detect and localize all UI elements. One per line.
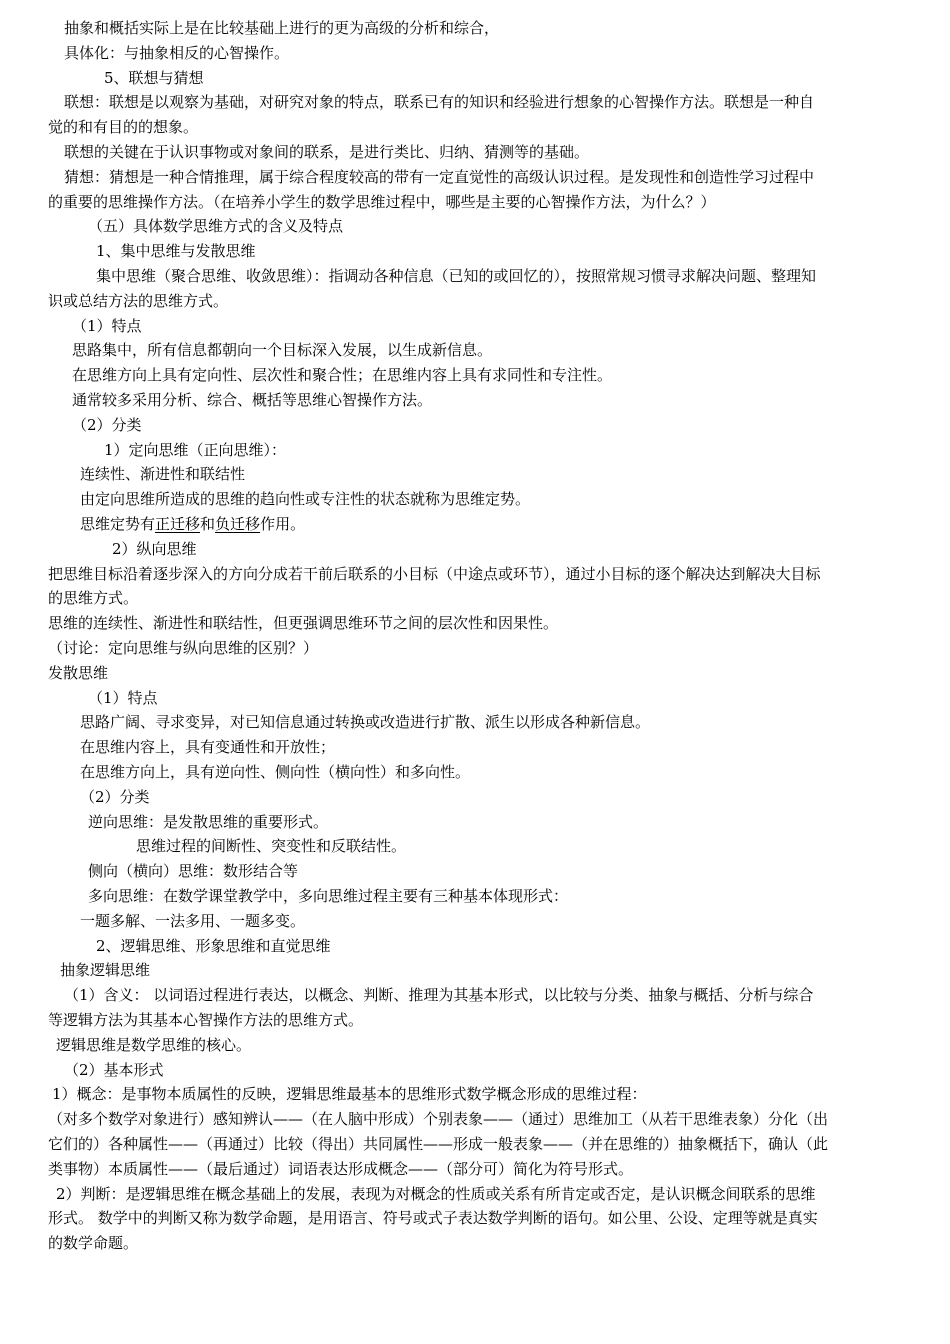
text-line: 由定向思维所造成的思维的趋向性或专注性的状态就称为思维定势。 (80, 490, 531, 509)
sub-heading: （2）分类 (72, 415, 142, 434)
text-line: 猜想：猜想是一种合情推理，属于综合程度较高的带有一定直觉性的高级认识过程。是发现性和创造性学习过程中 (64, 167, 815, 186)
text-line: 在思维方向上，具有逆向性、侧向性（横向性）和多向性。 (80, 763, 471, 781)
text-line: 思路集中，所有信息都朝向一个目标深入发展，以生成新信息。 (72, 341, 493, 360)
text-line: 连续性、渐进性和联结性 (80, 465, 246, 484)
text-line: 等逻辑方法为其基本心智操作方法的思维方式。 (48, 1011, 364, 1029)
text-line: 思路广阔、寻求变异，对已知信息通过转换或改造进行扩散、派生以形成各种新信息。 (80, 713, 651, 732)
section-heading: 2、逻辑思维、形象思维和直觉思维 (96, 936, 331, 955)
text-line: （对多个数学对象进行）感知辨认——（在人脑中形成）个别表象——（通过）思维加工（从若干思维表象）分化（出 (48, 1110, 829, 1129)
sub-heading: （2）分类 (80, 787, 150, 806)
text-line: 联想的关键在于认识事物或对象间的联系，是进行类比、归纳、猜测等的基础。 (64, 143, 590, 161)
text-line: 的思维方式。 (48, 589, 139, 608)
text-fragment: 和 (200, 515, 216, 533)
text-line: 抽象和概括实际上是在比较基础上进行的更为高级的分析和综合， (64, 19, 500, 37)
text-line (80, 512, 305, 537)
text-line: 的重要的思维操作方法。（在培养小学生的数学思维过程中，哪些是主要的心智操作方法，为什么？） (48, 192, 716, 211)
text-line: （讨论：定向思维与纵向思维的区别？） (48, 639, 319, 657)
text-fragment: 作用。 (260, 515, 306, 533)
text-line: 识或总结方法的思维方式。 (48, 291, 229, 310)
sub-heading: （1）特点 (88, 688, 158, 707)
sub-heading: （1）特点 (72, 316, 142, 335)
text-line: 思维过程的间断性、突变性和反联结性。 (136, 837, 407, 856)
text-line: 的数学命题。 (48, 1234, 139, 1253)
underlined-term: 负迁移 (215, 515, 261, 533)
text-line: （1）含义： 以词语过程进行表达，以概念、判断、推理为其基本形式，以比较与分类、抽象与概括、分析与综合 (64, 986, 814, 1005)
text-line: 把思维目标沿着逐步深入的方向分成若干前后联系的小目标（中途点或环节），通过小目标的逐个解决达到解决大目标 (48, 564, 821, 583)
text-line: 形式。 数学中的判断又称为数学命题，是用语言、符号或式子表达数学判断的语句。如公里、公设、定理等就是真实 (48, 1209, 818, 1228)
section-heading: 5、联想与猜想 (104, 68, 204, 87)
text-line: 逻辑思维是数学思维的核心。 (56, 1035, 252, 1054)
text-line: 1）概念：是事物本质属性的反映，逻辑思维最基本的思维形式数学概念形成的思维过程： (52, 1085, 647, 1104)
text-line: 逆向思维：是发散思维的重要形式。 (88, 812, 329, 831)
text-line: 抽象逻辑思维 (60, 961, 151, 980)
section-heading: （五）具体数学思维方式的含义及特点 (88, 217, 344, 236)
section-heading: 发散思维 (48, 663, 109, 682)
text-line: 在思维方向上具有定向性、层次性和聚合性；在思维内容上具有求同性和专注性。 (72, 366, 613, 385)
sub-heading: 1）定向思维（正向思维）： (104, 440, 287, 459)
sub-heading: （2）基本形式 (64, 1060, 164, 1079)
text-line: 侧向（横向）思维：数形结合等 (88, 862, 299, 881)
text-fragment: 思维定势有 (80, 515, 156, 533)
sub-heading: 2）纵向思维 (112, 539, 197, 558)
text-line: 思维的连续性、渐进性和联结性，但更强调思维环节之间的层次性和因果性。 (48, 614, 559, 633)
text-line: 一题多解、一法多用、一题多变。 (80, 911, 306, 930)
text-line: 联想：联想是以观察为基础，对研究对象的特点，联系已有的知识和经验进行想象的心智操作方法。联想是一种自 (64, 93, 815, 112)
text-line: 2）判断：是逻辑思维在概念基础上的发展，表现为对概念的性质或关系有所肯定或否定，是认识概念间联系的思维 (56, 1184, 816, 1203)
text-line: 多向思维：在数学课堂教学中，多向思维过程主要有三种基本体现形式： (88, 887, 569, 905)
text-line: 觉的和有目的的想象。 (48, 118, 199, 137)
underlined-term: 正迁移 (155, 515, 201, 533)
text-line: 具体化：与抽象相反的心智操作。 (64, 43, 290, 62)
text-line: 它们的）各种属性——（再通过）比较（得出）共同属性——形成一般表象——（并在思维的）抽象概括下，确认（此 (48, 1135, 829, 1153)
text-line: 集中思维（聚合思维、收敛思维）：指调动各种信息（已知的或回忆的），按照常规习惯寻求解决问题、整理知 (96, 267, 817, 285)
text-line: 在思维内容上，具有变通性和开放性； (80, 738, 336, 757)
text-line: 类事物）本质属性——（最后通过）词语表达形成概念——（部分可）简化为符号形式。 (48, 1159, 634, 1178)
section-heading: 1、集中思维与发散思维 (96, 242, 256, 261)
text-line: 通常较多采用分析、综合、概括等思维心智操作方法。 (72, 391, 433, 409)
